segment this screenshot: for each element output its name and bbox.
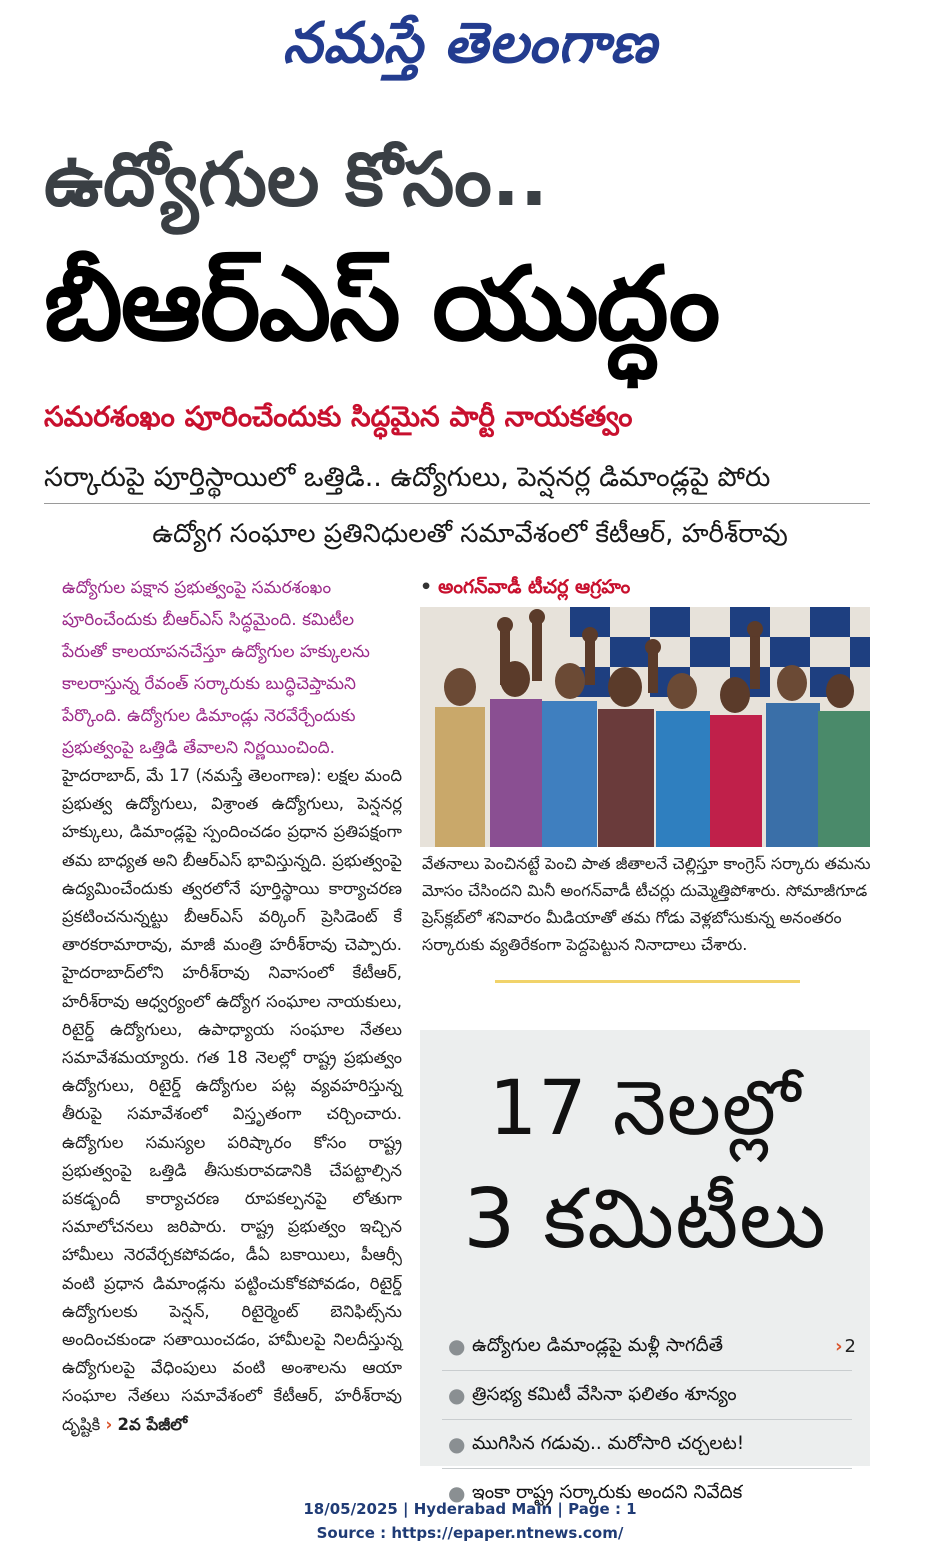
bullet-icon: •: [420, 576, 433, 598]
list-item: [442, 1322, 852, 1371]
subheadline-1: సర్కారుపై పూర్తిస్థాయిలో ఒత్తిడి.. ఉద్యోగులు, పెన్షనర్ల డిమాండ్లపై పోరు: [44, 462, 771, 493]
protest-photo-illustration: [420, 607, 870, 847]
article-text: హైదరాబాద్, మే 17 (నమస్తే తెలంగాణ): లక్షల మంది ప్రభుత్వ ఉద్యోగులు, విశ్రాంత ఉద్యోగులు, పెన్షనర్ల హక్కులు, డిమాండ్లపై స్పందించడం ప్రధాన ప్రతిపక్షంగా తమ బాధ్యత అని బీఆర్ఎస్ భావిస్తున్నది. ప్రభుత్వంపై ఉద్యమించేందుకు త్వరలోనే పూర్తిస్థాయి కార్యాచరణ ప్రకటించనున్నట్టు బీఆర్ఎస్ వర్కింగ్ ప్రెసిడెంట్ కే తారకరామారావు, మాజీ మంత్రి హరీశ్‌రావు చెప్పారు. హైదరాబాద్‌లోని హరీశ్‌రావు నివాసంలో కేటీఆర్, హరీశ్‌రావు ఆధ్వర్యంలో ఉద్యోగ సంఘాల నాయకులు, రిటైర్డ్ ఉద్యోగులు, ఉపాధ్యాయ సంఘాల నేతలు సమావేశమయ్యారు. గత 18 నెలల్లో రాష్ట్ర ప్రభుత్వం ఉద్యోగులు, రిటైర్డ్ ఉద్యోగుల పట్ల వ్యవహరిస్తున్న తీరుపై సమావేశంలో విస్తృతంగా చర్చించారు. ఉద్యోగుల సమస్యల పరిష్కారం కోసం రాష్ట్ర ప్రభుత్వంపై ఒత్తిడి తీసుకురావడానికి చేపట్టాల్సిన పకడ్బందీ కార్యాచరణ రూపకల్పనపై లోతుగా సమాలోచనలు జరిపారు. రాష్ట్ర ప్రభుత్వం ఇచ్చిన హామీలు నెరవేర్చకపోవడం, డీఏ బకాయిలు, పీఆర్సీ వంటి ప్రధాన డిమాండ్లను పట్టించుకోకపోవడం, రిటైర్డ్ ఉద్యోగులకు పెన్షన్, రిటైర్మెంట్ బెనిఫిట్స్‌ను అందించకుండా సతాయించడం, హామీలపై నిలదీస్తున్న ఉద్యోగులపై వేధింపులు వంటి అంశాలను ఆయా సంఘాల నేతలు సమావేశంలో కేటీఆర్, హరీశ్‌రావు దృష్టికి: [62, 766, 402, 1434]
news-photo: [420, 607, 870, 847]
page-ref-arrow-icon: ›: [835, 1336, 843, 1357]
headline-line-2: బీఆర్ఎస్ యుద్ధం: [44, 245, 719, 364]
sidebox-headline-2: 3 కమిటీలు: [463, 1172, 827, 1267]
bullet-icon: ●: [448, 1334, 466, 1358]
article-body: [62, 762, 402, 1439]
bullet-icon: ●: [448, 1383, 466, 1407]
bullet-icon: ●: [448, 1432, 466, 1456]
sidebox-headline-1: 17 నెలల్లో: [488, 1063, 802, 1152]
masthead-logo: నమస్తే తెలంగాణ: [282, 10, 658, 76]
caption-underline: [495, 980, 800, 983]
sidebox-bullet-list: [442, 1322, 852, 1517]
bullet-text: త్రిసభ్య కమిటీ వేసినా ఫలితం శూన్యం: [472, 1384, 737, 1405]
bullet-text: ఉద్యోగుల డిమాండ్లపై మళ్లీ సాగదీతే: [472, 1335, 724, 1356]
photo-caption: వేతనాలు పెంచినట్టే పెంచి పాత జీతాలనే చెల్లిస్తూ కాంగ్రెస్ సర్కారు తమను మోసం చేసిందని మినీ అంగన్‌వాడీ టీచర్లు దుమ్మెత్తిపోశారు. సోమాజీగూడ ప్రెస్‌క్లబ్‌లో శనివారం మీడియాతో తమ గోడు వెళ్లబోసుకున్న అనంతరం సర్కారుకు వ్యతిరేకంగా పెద్దపెట్టున నినాదాలు చేశారు.: [422, 854, 871, 954]
photo-title-text: అంగన్‌వాడీ టీచర్ల ఆగ్రహం: [438, 576, 631, 598]
footer-date-edition: 18/05/2025 | Hyderabad Main | Page : 1: [303, 1500, 637, 1518]
headline-kicker: సమరశంఖం పూరించేందుకు సిద్ధమైన పార్టీ నాయకత్వం: [44, 400, 633, 433]
list-item: [442, 1371, 852, 1420]
intro-paragraph: ఉద్యోగుల పక్షాన ప్రభుత్వంపై సమరశంఖం పూరించేందుకు బీఆర్ఎస్ సిద్ధమైంది. కమిటీల పేరుతో కాలయాపనచేస్తూ ఉద్యోగుల హక్కులను కాలరాస్తున్న రేవంత్ సర్కారుకు బుద్ధిచెప్తామని పేర్కొంది. ఉద్యోగుల డిమాండ్లు నెరవేర్చేందుకు ప్రభుత్వంపై ఒత్తిడి తేవాలని నిర్ణయించింది.: [62, 578, 370, 758]
subheadline-2: ఉద్యోగ సంఘాల ప్రతినిధులతో సమావేశంలో కేటీఆర్, హరీశ్‌రావు: [152, 519, 788, 549]
continued-link[interactable]: 2వ పేజీలో: [117, 1414, 188, 1434]
bullet-icon: ●: [448, 1481, 466, 1505]
divider: [44, 503, 870, 504]
sidebox: [420, 1030, 870, 1505]
list-item: [442, 1420, 852, 1469]
footer-source-link[interactable]: Source : https://epaper.ntnews.com/: [316, 1524, 624, 1542]
page-ref-number: 2: [844, 1336, 856, 1357]
bullet-text: ముగిసిన గడువు.. మరోసారి చర్చలట!: [472, 1433, 745, 1454]
headline-line-1: ఉద్యోగుల కోసం..: [44, 137, 548, 223]
continued-arrow-icon: ›: [105, 1414, 113, 1434]
bullet-text: ఇంకా రాష్ట్ర సర్కారుకు అందని నివేదిక: [472, 1482, 743, 1503]
photo-title: [420, 572, 860, 602]
